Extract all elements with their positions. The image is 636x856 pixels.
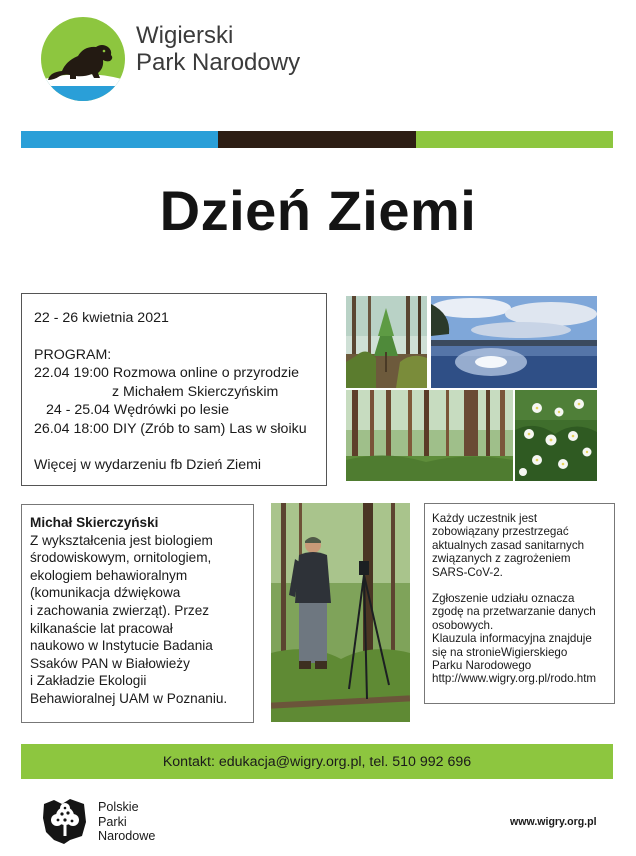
bio-line: ekologiem behawioralnym bbox=[30, 567, 188, 583]
beaver-icon bbox=[40, 16, 126, 102]
info-line: aktualnych zasad sanitarnych bbox=[432, 538, 585, 552]
footer-url[interactable]: www.wigry.org.pl bbox=[510, 816, 597, 828]
ppn-line3: Narodowe bbox=[98, 829, 156, 844]
event-dates: 22 - 26 kwietnia 2021 bbox=[34, 310, 169, 326]
bio-line: Behawioralnej UAM w Poznaniu. bbox=[30, 690, 228, 706]
bio-line: i Zakładzie Ekologii bbox=[30, 673, 147, 689]
ppn-name bbox=[98, 800, 155, 844]
stripe-brown bbox=[218, 131, 416, 148]
photo-pine-forest bbox=[346, 390, 513, 481]
color-stripe bbox=[21, 131, 613, 148]
program-heading: PROGRAM: bbox=[34, 346, 112, 363]
program-line: 22.04 19:00 Rozmowa online o przyrodzie bbox=[34, 365, 299, 381]
bio-line: naukowo w Instytucie Badania bbox=[30, 638, 213, 654]
stripe-green bbox=[416, 131, 613, 148]
speaker-bio bbox=[21, 504, 254, 723]
program-line: 24 - 25.04 Wędrówki po lesie bbox=[46, 402, 229, 418]
ppn-line1: Polskie bbox=[98, 800, 139, 814]
bio-line: i zachowania zwierząt). Przez bbox=[30, 602, 210, 618]
rodo-link[interactable]: http://www.wigry.org.pl/rodo.htm bbox=[432, 672, 597, 686]
org-name-line1: Wigierski bbox=[136, 22, 234, 49]
info-box bbox=[424, 503, 615, 704]
page-title: Dzień Ziemi bbox=[159, 179, 477, 242]
info-line: Klauzula informacyjna znajduje bbox=[432, 632, 592, 646]
info-line: SARS-CoV-2. bbox=[432, 565, 503, 579]
info-line: Każdy uczestnik jest bbox=[432, 512, 538, 525]
program-line: 26.04 18:00 DIY (Zrób to sam) Las w słoiku bbox=[34, 420, 307, 437]
info-line: Zgłoszenie udziału oznacza bbox=[432, 592, 575, 606]
info-line: się na stronieWigierskiego bbox=[432, 645, 568, 659]
speaker-photo bbox=[271, 503, 410, 722]
photo-flowers bbox=[515, 390, 597, 481]
photo-young-pine bbox=[346, 296, 427, 388]
bio-line: kilkanaście lat pracował bbox=[30, 620, 173, 636]
more-info-link: Więcej w wydarzeniu fb Dzień Ziemi bbox=[34, 457, 262, 473]
contact-text[interactable]: Kontakt: edukacja@wigry.org.pl, tel. 510 992 696 bbox=[162, 753, 472, 770]
info-line: związanych z zagrożeniem bbox=[432, 552, 571, 566]
info-line: zgodę na przetwarzanie danych bbox=[432, 605, 596, 619]
program-box bbox=[21, 293, 327, 486]
info-line: Parku Narodowego bbox=[432, 659, 532, 673]
bio-line: Ssaków PAN w Białowieży bbox=[30, 655, 190, 671]
program-line: z Michałem Skierczyńskim bbox=[112, 383, 279, 400]
info-line: osobowych. bbox=[432, 618, 494, 632]
ppn-line2: Parki bbox=[98, 814, 127, 829]
speaker-name: Michał Skierczyński bbox=[30, 515, 159, 530]
contact-bar bbox=[21, 744, 613, 779]
bio-line: (komunikacja dźwiękowa bbox=[30, 585, 181, 601]
org-name-line2: Park Narodowy bbox=[136, 49, 301, 76]
tree-icon bbox=[40, 796, 90, 846]
stripe-blue bbox=[21, 131, 218, 148]
bio-line: środowiskowym, ornitologiem, bbox=[30, 550, 212, 566]
bio-line: Z wykształcenia jest biologiem bbox=[30, 532, 213, 548]
photo-lake bbox=[431, 296, 597, 388]
org-name bbox=[136, 22, 300, 76]
info-line: zobowiązany przestrzegać bbox=[432, 525, 569, 539]
